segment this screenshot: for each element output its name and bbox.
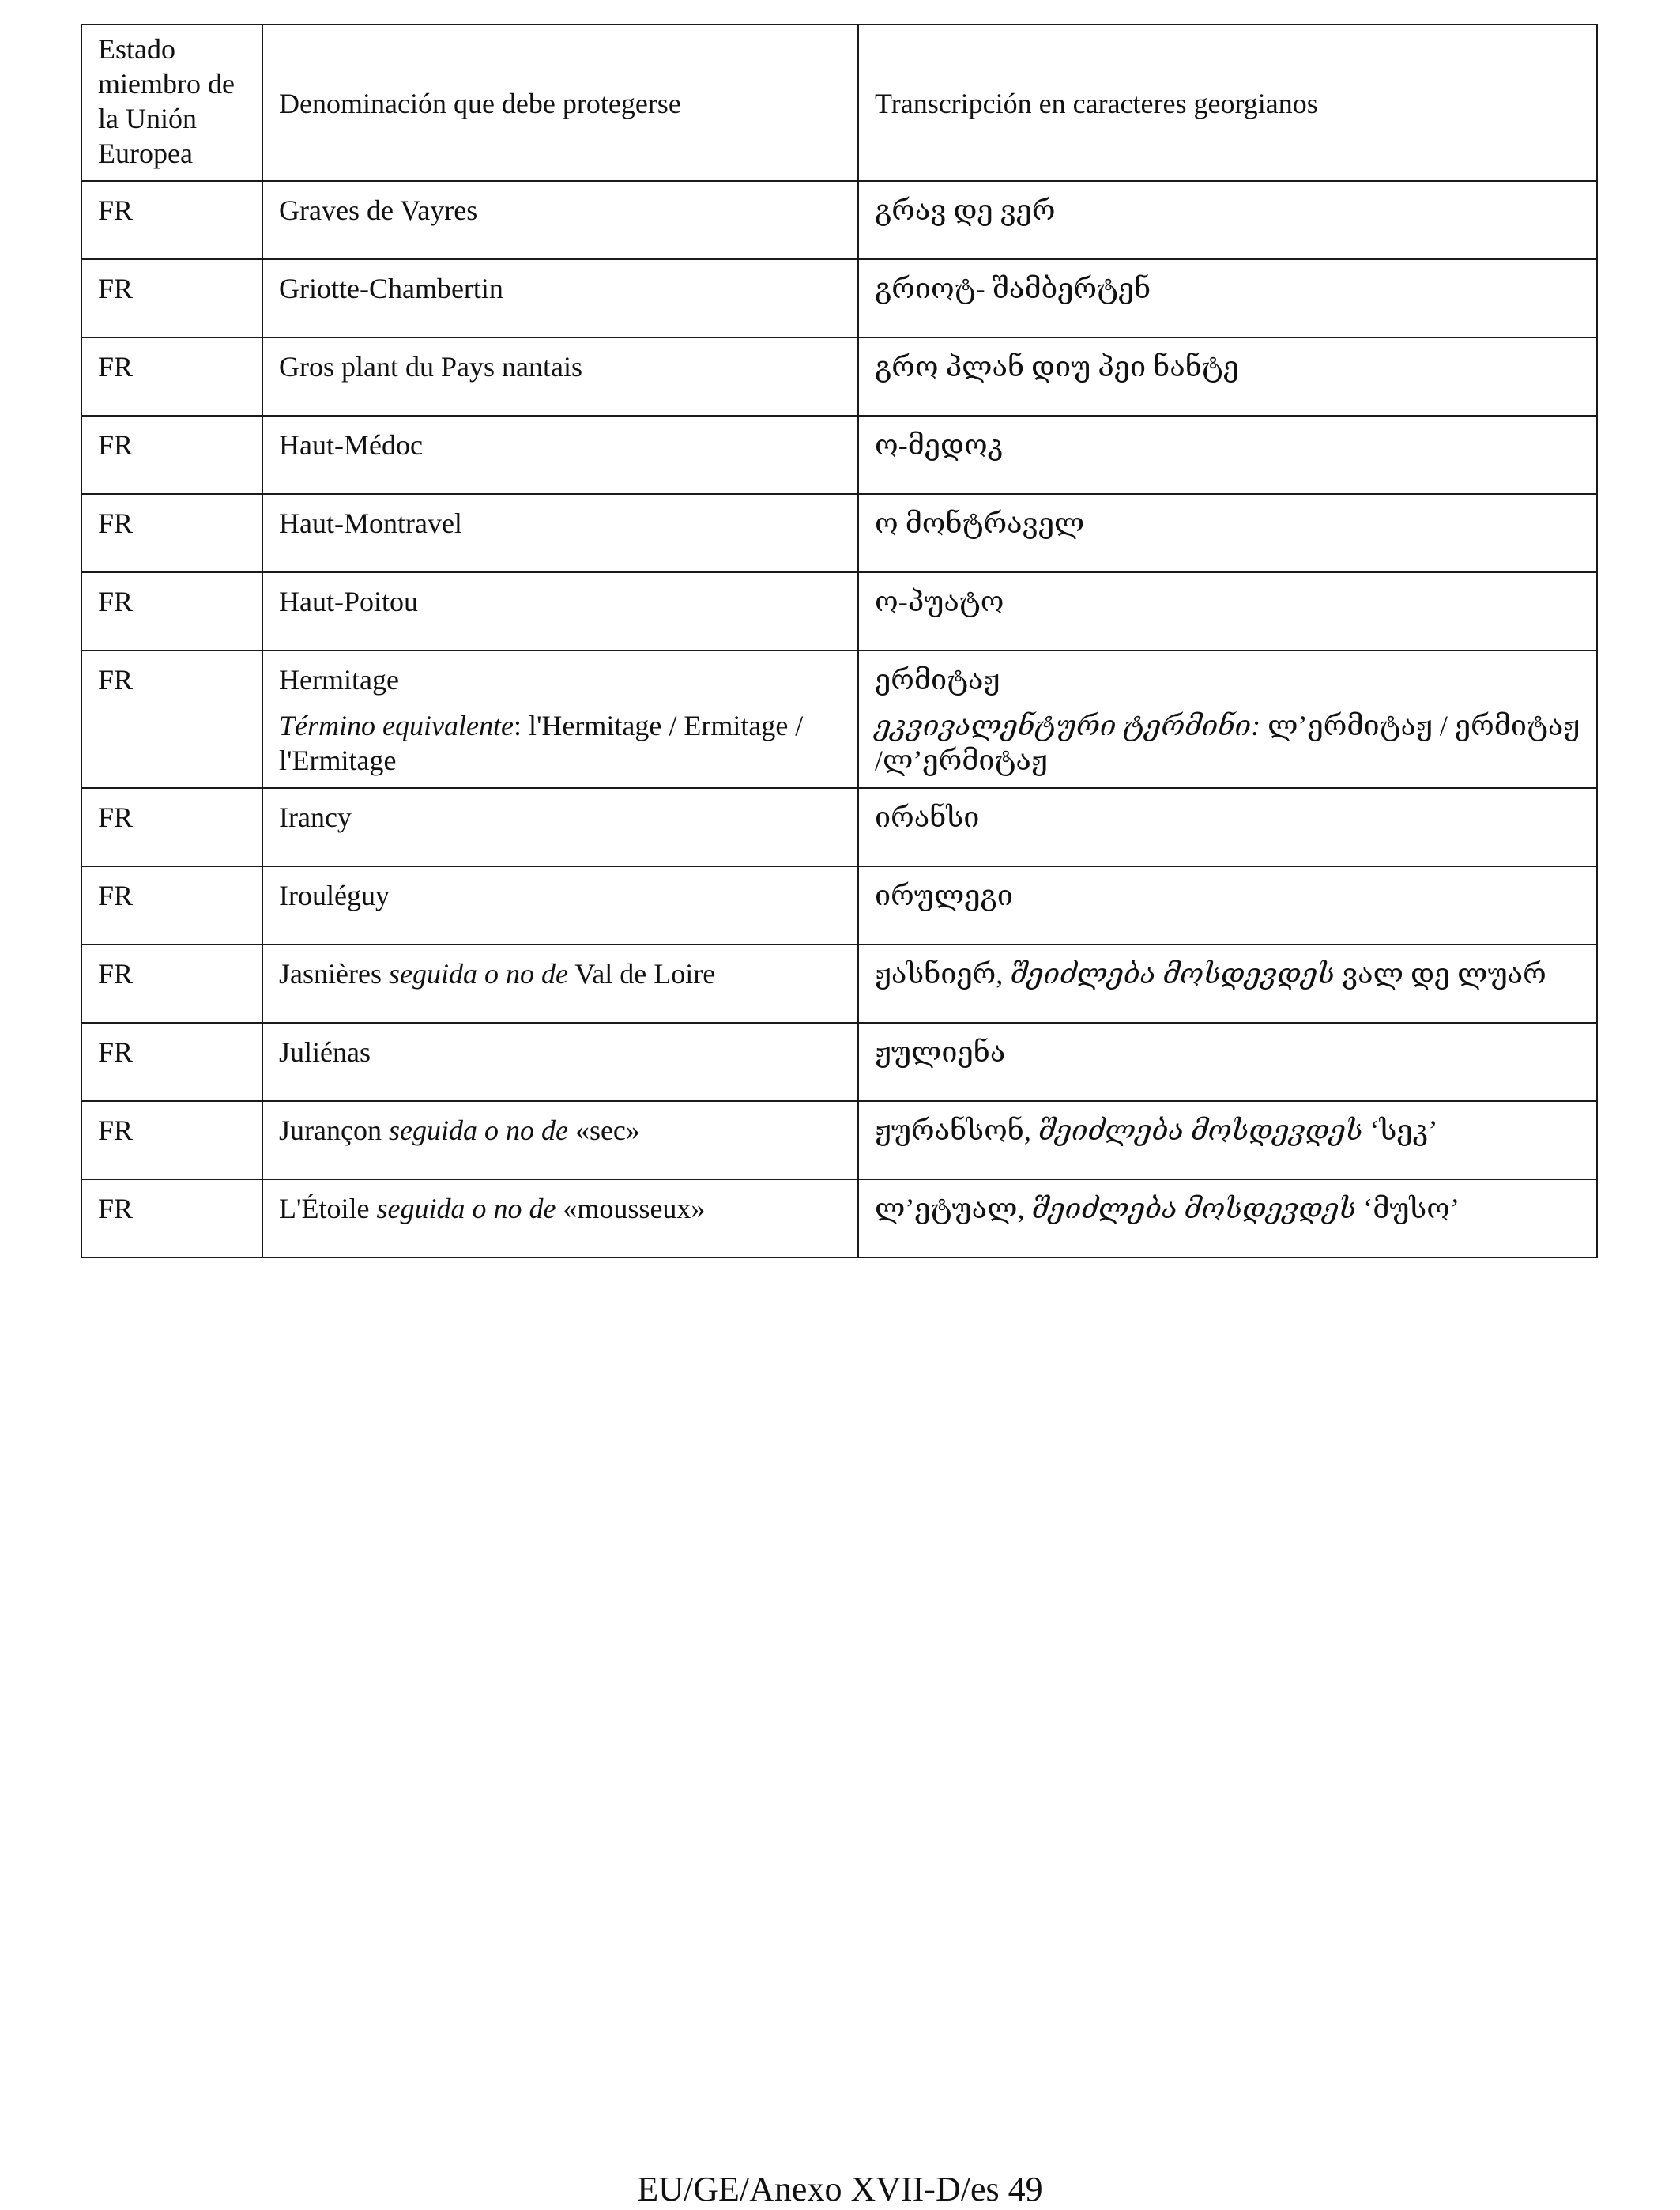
cell-denomination: [262, 259, 858, 338]
cell-denomination: [262, 945, 858, 1023]
denomination-text-suffix: «mousseux»: [556, 1193, 706, 1224]
cell-denomination: [262, 416, 858, 494]
denomination-text-suffix: Val de Loire: [567, 958, 716, 990]
transcription-text-main: ლ’ეტუალ,: [875, 1193, 1032, 1224]
transcription-text: [875, 271, 1580, 306]
denomination-text-main: L'Étoile: [279, 1193, 377, 1224]
denomination-qualifier: seguida o no de: [376, 1193, 556, 1224]
transcription-text: [875, 428, 1580, 462]
cell-member-state: FR: [81, 866, 262, 945]
transcription-qualifier: შეიძლება მოსდევდეს: [1038, 1114, 1363, 1146]
cell-denomination: [262, 494, 858, 572]
table-row: [81, 259, 1597, 338]
denomination-text: [279, 584, 842, 619]
table-row: [81, 572, 1597, 651]
transcription-text: [875, 800, 1580, 835]
transcription-text-main: გრო პლან დიუ პეი ნანტე: [875, 351, 1239, 383]
equivalent-term: [279, 708, 842, 778]
transcription-text: [875, 193, 1580, 228]
transcription-text-main: ირულეგი: [875, 880, 1013, 911]
cell-member-state: FR: [81, 572, 262, 651]
cell-member-state: FR: [81, 1101, 262, 1179]
transcription-text-main: ერმიტაჟ: [875, 664, 1000, 696]
denomination-text-main: Jurançon: [279, 1114, 389, 1146]
cell-member-state: FR: [81, 494, 262, 572]
denomination-text: [279, 193, 842, 228]
page-footer: EU/GE/Anexo XVII-D/es 49: [637, 2170, 1043, 2208]
cell-transcription: [858, 866, 1597, 945]
table-row: [81, 181, 1597, 259]
denomination-text: [279, 428, 842, 462]
table-row: [81, 338, 1597, 416]
transcription-text-main: გრიოტ- შამბერტენ: [875, 273, 1151, 304]
transcription-text-main: ჟურანსონ,: [875, 1114, 1038, 1146]
denomination-text-main: Griotte-Chambertin: [279, 273, 503, 304]
cell-member-state: FR: [81, 788, 262, 866]
denomination-text: [279, 506, 842, 541]
cell-denomination: [262, 1101, 858, 1179]
cell-transcription: [858, 1101, 1597, 1179]
transcription-text-main: გრავ დე ვერ: [875, 194, 1056, 226]
transcription-text: [875, 1113, 1580, 1148]
denomination-text-main: Haut-Montravel: [279, 507, 462, 539]
cell-denomination: [262, 788, 858, 866]
transcription-text: [875, 878, 1580, 913]
table-row: [81, 416, 1597, 494]
transcription-text-suffix: ‘მუსო’: [1356, 1193, 1460, 1224]
denomination-text: [279, 662, 842, 697]
denomination-text-main: Irouléguy: [279, 880, 390, 911]
denomination-text: [279, 878, 842, 913]
denomination-text-suffix: «sec»: [567, 1114, 640, 1146]
transcription-text-main: ირანსი: [875, 801, 980, 833]
transcription-qualifier: შეიძლება მოსდევდეს: [1031, 1193, 1357, 1224]
equivalent-term-values: : l'Hermitage / Ermitage / l'Ermitage: [279, 710, 804, 776]
transcription-equivalent-values: ლ’ერმიტაჟ / ერმიტაჟ /ლ’ერმიტაჟ: [875, 710, 1580, 776]
transcription-text-main: ჟასნიერ,: [875, 958, 1011, 990]
cell-member-state: FR: [81, 945, 262, 1023]
header-transcription: Transcripción en caracteres georgianos: [858, 25, 1597, 181]
cell-transcription: [858, 788, 1597, 866]
transcription-text: [875, 349, 1580, 384]
denomination-text: [279, 800, 842, 835]
denomination-text-main: Haut-Médoc: [279, 429, 423, 461]
transcription-qualifier: შეიძლება მოსდევდეს: [1010, 958, 1335, 990]
table-row: [81, 1023, 1597, 1101]
cell-denomination: [262, 1179, 858, 1258]
cell-transcription: [858, 338, 1597, 416]
transcription-text-suffix: ვალ დე ლუარ: [1335, 958, 1546, 990]
cell-denomination: [262, 181, 858, 259]
denomination-text: [279, 349, 842, 384]
transcription-text-main: ო მონტრაველ: [875, 507, 1085, 539]
cell-member-state: FR: [81, 181, 262, 259]
cell-transcription: [858, 494, 1597, 572]
transcription-text: [875, 662, 1580, 697]
cell-denomination: [262, 651, 858, 788]
cell-transcription: [858, 181, 1597, 259]
transcription-text: [875, 1035, 1580, 1069]
cell-denomination: [262, 572, 858, 651]
table-row: [81, 1101, 1597, 1179]
table-row: [81, 1179, 1597, 1258]
header-denomination: Denominación que debe protegerse: [262, 25, 858, 181]
denomination-text-main: Hermitage: [279, 664, 399, 696]
table-row: [81, 494, 1597, 572]
cell-transcription: [858, 1023, 1597, 1101]
transcription-equivalent-label: ეკვივალენტური ტერმინი:: [875, 710, 1261, 741]
header-state: Estado miembro de la Unión Europea: [81, 25, 262, 181]
denomination-text: [279, 1113, 842, 1148]
transcription-text: [875, 584, 1580, 619]
table-row: [81, 945, 1597, 1023]
transcription-text: [875, 506, 1580, 541]
transcription-text: [875, 1191, 1580, 1226]
denomination-text-main: Gros plant du Pays nantais: [279, 351, 582, 383]
header-row: [81, 25, 1597, 181]
transcription-text-main: ჟულიენა: [875, 1036, 1006, 1068]
transcription-text: [875, 956, 1580, 991]
denomination-text: [279, 956, 842, 991]
cell-denomination: [262, 1023, 858, 1101]
table-row: [81, 866, 1597, 945]
cell-denomination: [262, 866, 858, 945]
denominations-table: [81, 24, 1598, 1258]
table-row: [81, 788, 1597, 866]
cell-member-state: FR: [81, 338, 262, 416]
denomination-qualifier: seguida o no de: [388, 958, 568, 990]
cell-transcription: [858, 1179, 1597, 1258]
cell-transcription: [858, 416, 1597, 494]
denomination-text-main: Jasnières: [279, 958, 389, 990]
cell-transcription: [858, 572, 1597, 651]
denomination-text-main: Haut-Poitou: [279, 586, 418, 617]
cell-member-state: FR: [81, 651, 262, 788]
cell-member-state: FR: [81, 1023, 262, 1101]
equivalent-term-label: Término equivalente: [279, 710, 514, 741]
table-body: [81, 25, 1597, 1258]
denomination-text-main: Juliénas: [279, 1036, 371, 1068]
cell-transcription: [858, 651, 1597, 788]
cell-member-state: FR: [81, 259, 262, 338]
table-row: [81, 651, 1597, 788]
cell-transcription: [858, 945, 1597, 1023]
denomination-text-main: Irancy: [279, 801, 352, 833]
cell-denomination: [262, 338, 858, 416]
transcription-text-main: ო-მედოკ: [875, 429, 1004, 461]
denomination-text: [279, 1035, 842, 1069]
denomination-text: [279, 1191, 842, 1226]
transcription-text-main: ო-პუატო: [875, 586, 1004, 617]
denomination-qualifier: seguida o no de: [388, 1114, 568, 1146]
denomination-text-main: Graves de Vayres: [279, 194, 478, 226]
transcription-text-suffix: ‘სეკ’: [1362, 1114, 1438, 1146]
transcription-equivalent-term: [875, 708, 1580, 778]
denomination-text: [279, 271, 842, 306]
cell-transcription: [858, 259, 1597, 338]
cell-member-state: FR: [81, 1179, 262, 1258]
cell-member-state: FR: [81, 416, 262, 494]
